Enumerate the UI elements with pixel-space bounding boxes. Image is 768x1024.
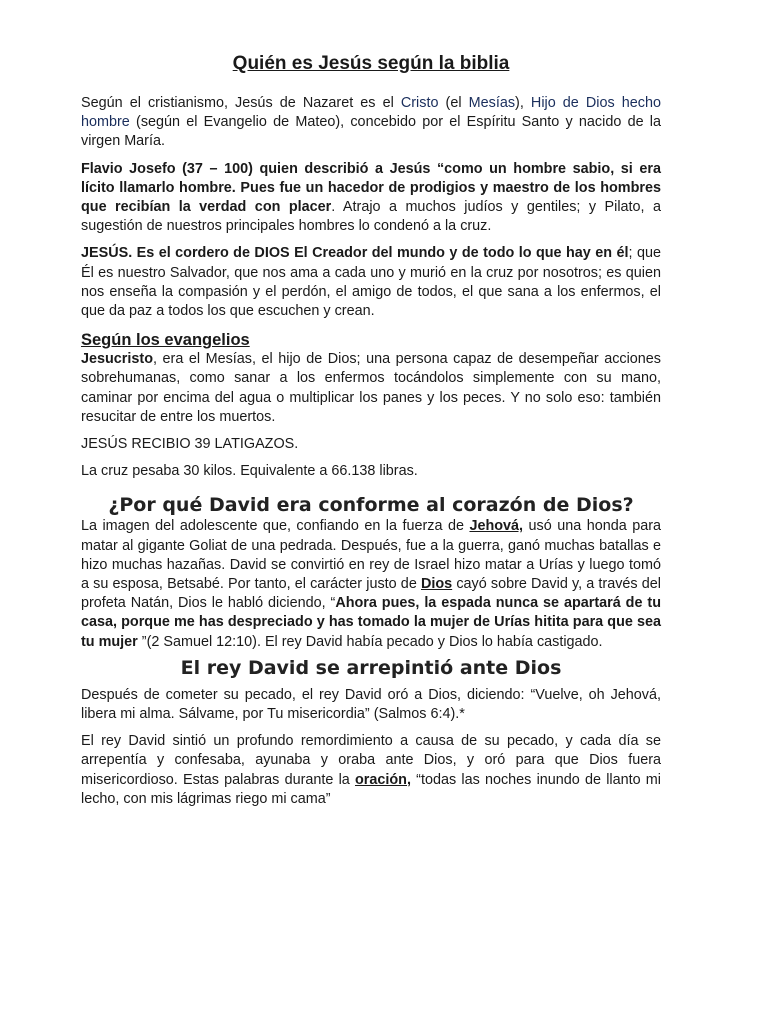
paragraph-jesucristo [81,350,661,427]
heading-arrepintio: El rey David se arrepintió ante Dios [180,656,562,679]
link-cristo[interactable]: Cristo [400,95,439,111]
paragraph-oracion: Después de cometer su pecado, el rey David oró a Dios, diciendo: “Vuelve, oh Jehová, libera mi alma. Sálvame, por Tu misericordia” (Salmos 6:4).* [81,686,661,723]
link-jehova[interactable]: Jehová, [469,518,524,535]
link-hijo-de-dios[interactable]: Hijo de Dios hecho hombre [81,95,661,131]
paragraph-intro [81,94,661,152]
paragraph-josefo [81,160,661,237]
heading-david: ¿Por qué David era conforme al corazón de Dios? [108,494,634,517]
david-text-a: La imagen del adolescente que, confiando en la fuerza de [81,518,470,535]
jesucristo-text: , era el Mesías, el hijo de Dios; una persona capaz de desempeñar acciones sobrehumanas, como sanar a los enfermos tocándolos simplemente con su mano, caminar por encima del agua o multiplicar los panes y los peces. Y no solo eso: también resucitar de entre los muertos. [81,351,661,425]
david-text-d: ”(2 Samuel 12:10). El rey David había pecado y Dios lo había castigado. [137,633,603,650]
intro-text-d: (según el Evangelio de Mateo), concebido por el Espíritu Santo y nacido de la virgen María. [81,114,661,150]
paragraph-david [81,517,661,651]
intro-text-b: (el [438,95,469,111]
remordimiento-text-b: “todas las noches inundo de llanto mi lecho, con mis lágrimas riego mi cama” [81,771,661,807]
paragraph-cruz: La cruz pesaba 30 kilos. Equivalente a 66.138 libras. [81,463,418,480]
jesucristo-bold-text: Jesucristo [81,351,153,368]
remordimiento-text-a: El rey David sintió un profundo remordimiento a causa de su pecado, y cada día se arrepentía y confesaba, ayunaba y oraba ante Dios, y oró para que Dios fuera misericordioso. Estas palabras durante la [81,733,661,788]
intro-text-a: Según el cristianismo, Jesús de Nazaret es el [81,95,401,111]
page-title: Quién es Jesús según la biblia [232,53,510,74]
jesus-text: ; que Él es nuestro Salvador, que nos ama a cada uno y murió en la cruz por nosotros; es quien nos enseña la compasión y el perdón, el amigo de todos, el que sana a los enfermos, el que da paz a todos los que escuchen y crean. [81,245,661,320]
paragraph-remordimiento [81,732,661,809]
josefo-text: . Atrajo a muchos judíos y gentiles; y Pilato, a sugestión de nuestros principales hombres lo condenó a la cruz. [81,199,661,235]
link-dios[interactable]: Dios [420,576,453,593]
david-text-b: usó una honda para matar al gigante Goliat de una pedrada. Después, fue a la guerra, ganó muchas batallas e hizo muchas hazañas. David se convirtió en rey de Israel hizo matar a Urías y luego tomó a su esposa, Betsabé. Por tanto, el carácter justo de [81,518,661,593]
intro-text-c: ), [515,95,531,111]
david-text-c: cayó sobre David y, a través del profeta Natán, Dios le habló diciendo, “ [81,576,661,612]
heading-evangelios: Según los evangelios [81,331,250,350]
document-page [81,52,661,809]
link-oracion[interactable]: oración, [354,771,411,788]
jesus-bold-text: JESÚS. Es el cordero de DIOS El Creador del mundo y de todo lo que hay en él [81,245,629,262]
paragraph-latigazos: JESÚS RECIBIO 39 LATIGAZOS. [81,436,299,453]
link-mesias[interactable]: Mesías [468,95,516,111]
josefo-bold-text: Flavio Josefo (37 – 100) quien describió a Jesús “como un hombre sabio, si era lícito llamarlo hombre. Pues fue un hacedor de prodigios y maestro de los hombres que recibían la verdad con placer [81,160,661,216]
paragraph-jesus [81,244,661,321]
david-bold-quote: Ahora pues, la espada nunca se apartará de tu casa, porque me has despreciado y has tomado la mujer de Urías hitita para que sea tu mujer [81,595,661,650]
